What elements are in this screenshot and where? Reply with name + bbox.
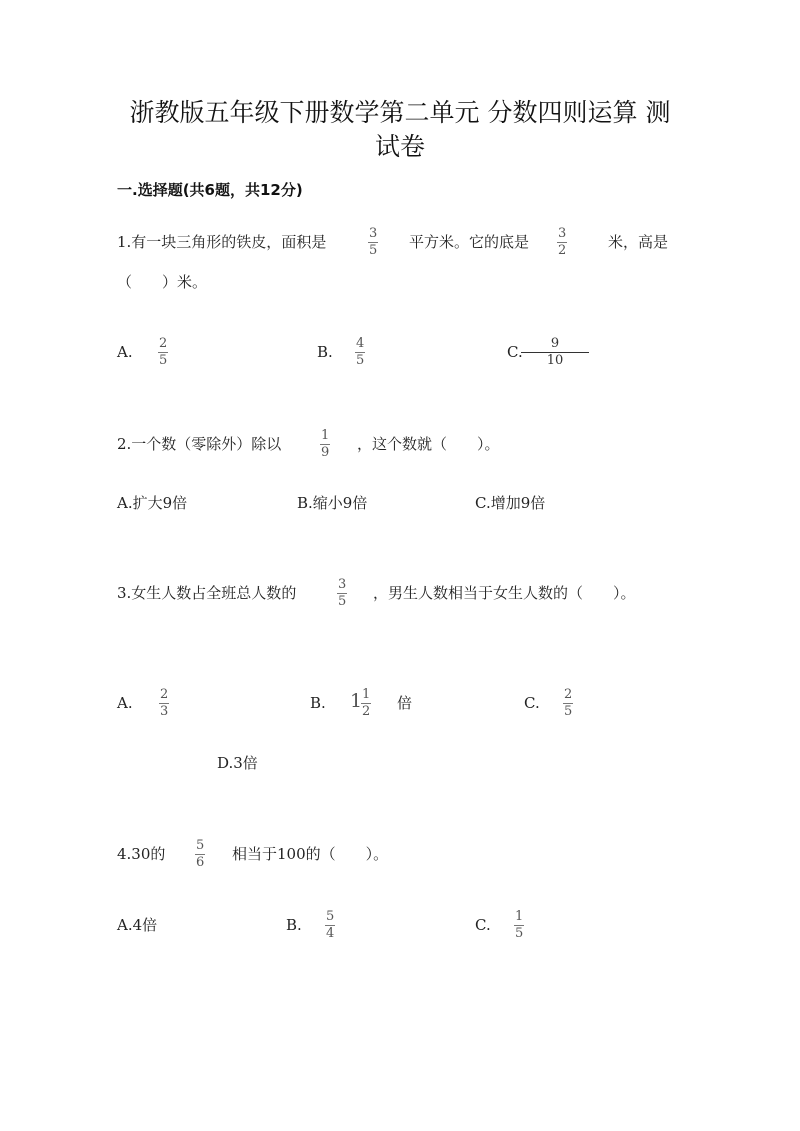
q3-option-c-fraction — [563, 688, 573, 719]
q2-option-c: C.增加9倍 — [475, 494, 546, 512]
fraction-numerator: 2 — [564, 687, 573, 702]
q4-option-c-fraction — [514, 910, 524, 941]
fraction-numerator: 9 — [550, 336, 560, 351]
q1-option-a-label: A. — [117, 343, 133, 361]
q3-option-b-suffix: 倍 — [397, 694, 413, 712]
fraction-denominator: 9 — [321, 445, 330, 460]
fraction-denominator: 6 — [196, 855, 205, 870]
q4-text-part2: 相当于100的（ ）。 — [232, 845, 389, 863]
q3-option-c-label: C. — [524, 694, 540, 712]
q1-text-line2: （ ）米。 — [117, 273, 208, 291]
fraction-numerator: 3 — [369, 226, 378, 241]
q1-option-c-fraction — [521, 337, 589, 368]
q1-fraction-area — [368, 227, 378, 258]
q4-option-b-fraction — [325, 910, 335, 941]
q4-fraction — [195, 839, 205, 870]
fraction-denominator: 3 — [160, 704, 169, 719]
q3-fraction — [337, 578, 347, 609]
page-title-line1: 浙教版五年级下册数学第二单元 分数四则运算 测 — [129, 98, 671, 127]
fraction-numerator: 2 — [160, 687, 169, 702]
q1-option-b-fraction — [355, 337, 365, 368]
fraction-denominator: 5 — [369, 243, 378, 258]
fraction-denominator: 5 — [564, 704, 573, 719]
q3-option-b-whole: 1 — [350, 690, 363, 712]
fraction-numerator: 1 — [321, 428, 330, 443]
q2-option-b: B.缩小9倍 — [297, 494, 368, 512]
q1-fraction-base — [557, 227, 567, 258]
fraction-denominator: 10 — [546, 353, 564, 368]
fraction-numerator: 3 — [338, 577, 347, 592]
q2-text-part1: 2.一个数（零除外）除以 — [117, 435, 282, 453]
fraction-denominator: 4 — [326, 926, 335, 941]
fraction-numerator: 2 — [159, 336, 168, 351]
q1-text-part3: 米，高是 — [608, 233, 669, 251]
q3-option-b-label: B. — [310, 694, 326, 712]
fraction-numerator: 1 — [362, 687, 371, 702]
fraction-denominator: 2 — [362, 704, 371, 719]
q3-option-d: D.3倍 — [217, 754, 258, 772]
q1-option-c-label: C. — [507, 343, 523, 361]
q1-text-part1: 1.有一块三角形的铁皮，面积是 — [117, 233, 327, 251]
fraction-numerator: 3 — [558, 226, 567, 241]
q3-option-b-fraction — [361, 688, 371, 719]
fraction-numerator: 5 — [196, 838, 205, 853]
q1-option-a-fraction — [158, 337, 168, 368]
fraction-denominator: 2 — [558, 243, 567, 258]
page-title-line2: 试卷 — [374, 132, 425, 161]
fraction-denominator: 5 — [159, 353, 168, 368]
q4-option-c-label: C. — [475, 916, 491, 934]
q4-text-part1: 4.30的 — [117, 845, 166, 863]
q3-option-a-fraction — [159, 688, 169, 719]
q2-fraction — [320, 429, 330, 460]
fraction-numerator: 5 — [326, 909, 335, 924]
fraction-denominator: 5 — [338, 594, 347, 609]
fraction-numerator: 4 — [356, 336, 365, 351]
fraction-denominator: 5 — [515, 926, 524, 941]
q4-option-b-label: B. — [286, 916, 302, 934]
fraction-denominator: 5 — [356, 353, 365, 368]
q3-text-part2: ，男生人数相当于女生人数的（ ）。 — [373, 584, 636, 602]
q3-option-a-label: A. — [117, 694, 133, 712]
q1-text-part2: 平方米。它的底是 — [409, 233, 530, 251]
q1-option-b-label: B. — [317, 343, 333, 361]
fraction-numerator: 1 — [515, 909, 524, 924]
section-header: 一.选择题(共6题，共12分) — [117, 181, 303, 199]
q2-option-a: A.扩大9倍 — [117, 494, 188, 512]
q4-option-a: A.4倍 — [117, 916, 158, 934]
q3-text-part1: 3.女生人数占全班总人数的 — [117, 584, 297, 602]
q2-text-part2: ，这个数就（ ）。 — [357, 435, 500, 453]
